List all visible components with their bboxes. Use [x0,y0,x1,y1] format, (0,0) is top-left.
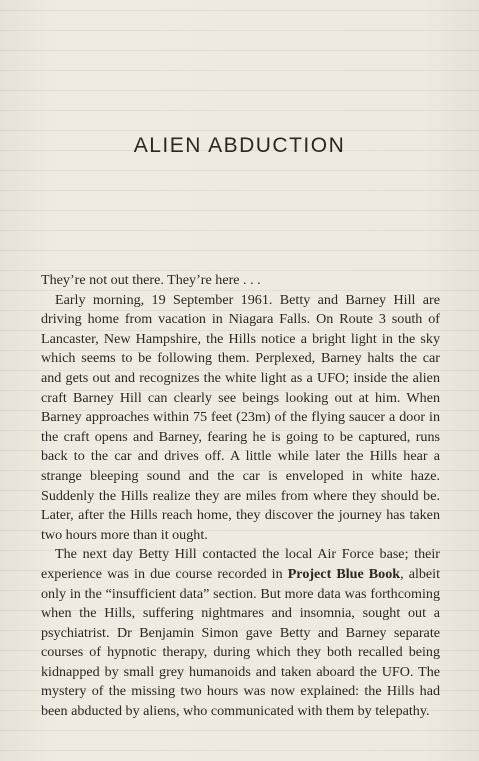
paragraph-1: Early morning, 19 September 1961. Betty and Barney Hill are driving home from vacation in Niagara Falls. On Route 3 south of Lancaster, New Hampshire, the Hills notice a bright light in the sky which seems to be following them. Perplexed, Barney halts the car and gets out and recognizes the white light as a UFO; inside the alien craft Barney Hill can clearly see beings looking out at him. When Barney approaches within 75 feet (23m) of the flying saucer a door in the craft opens and Barney, fearing he is going to be captured, runs back to the car and drives off. A little while later the Hills hear a strange bleeping sound and the car is enveloped in white haze. Suddenly the Hills realize they are miles from where they should be. Later, after the Hills reach home, they discover the journey has taken two hours more than it ought. [41,291,440,543]
intro-line: They’re not out there. They’re here . . . [41,272,261,288]
paragraph-2-rest: , albeit only in the “insufficient data” section. But more data was forthcoming when the Hills, suffering nightmares and insomnia, sought out a psychiatrist. Dr Benjamin Simon gave Betty and Barney separate courses of hypnotic therapy, during which they both recalled being kidnapped by small grey humanoids and taken aboard the UFO. The mystery of the missing two hours was now explained: the Hills had been abducted by aliens, who communicated with them by telepathy. [41,565,441,720]
paragraph-2 [41,545,440,721]
project-blue-book-term: Project Blue Book [287,565,401,582]
paragraph-2-start: The next day Betty Hill contacted the local Air Force base; their experience was in due course recorded in [41,546,440,582]
chapter-title: ALIEN ABDUCTION [133,134,346,157]
chapter-body [41,271,440,722]
